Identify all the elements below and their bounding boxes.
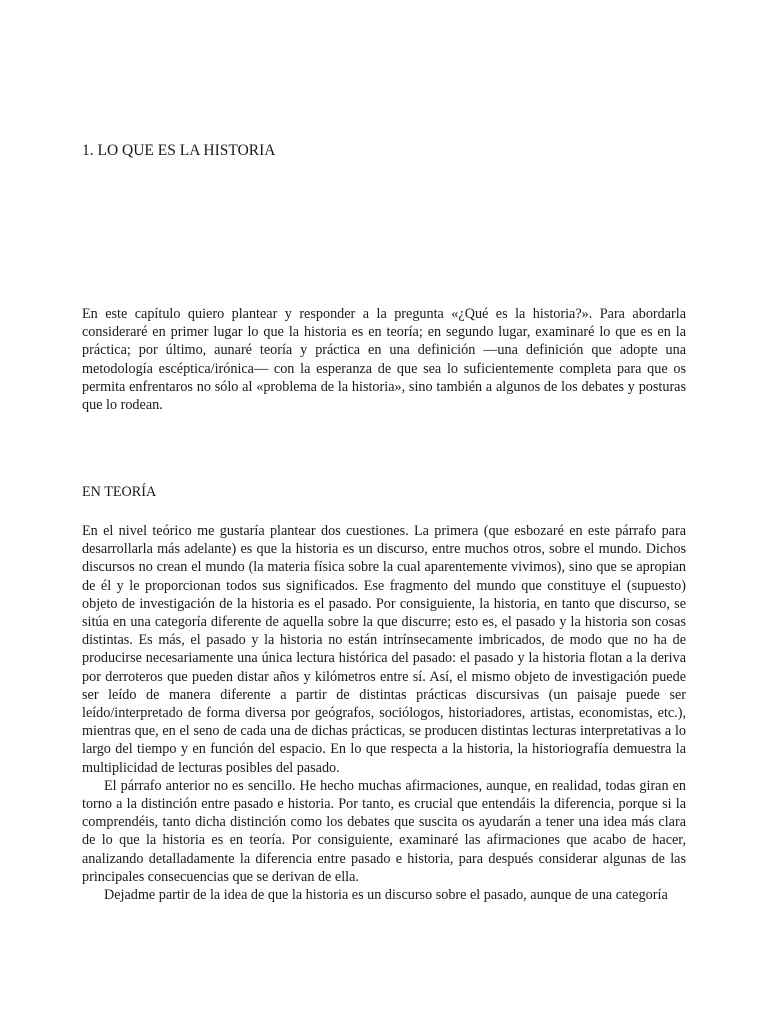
chapter-title: 1. LO QUE ES LA HISTORIA (82, 142, 276, 159)
section-body (82, 522, 686, 904)
body-paragraph: En el nivel teórico me gustaría plantear dos cuestiones. La primera (que esbozaré en este párrafo para desarrollarla más adelante) es que la historia es un discurso, entre muchos otros, sobre el mundo. Dichos discursos no crean el mundo (la materia física sobre la cual aparentemente vivimos), sino que se apropian de él y le proporcionan todos sus significados. Ese fragmento del mundo que constituye el (supuesto) objeto de investigación de la historia es el pasado. Por consiguiente, la historia, en tanto que discurso, se sitúa en una categoría diferente de aquella sobre la que discurre; esto es, el pasado y la historia son cosas distintas. Es más, el pasado y la historia no están intrínsecamente imbricados, de modo que no ha de producirse necesariamente una única lectura histórica del pasado: el pasado y la historia flotan a la deriva por derroteros que pueden distar años y kilómetros entre sí. Así, el mismo objeto de investigación puede ser leído de manera diferente a partir de distintas prácticas discursivas (un paisaje puede ser leído/interpretado de forma diversa por geógrafos, sociólogos, historiadores, artistas, economistas, etc.), mientras que, en el seno de cada una de dichas prácticas, se producen distintas lecturas interpretativas a lo largo del tiempo y en función del espacio. En lo que respecta a la historia, la historiografía demuestra la multiplicidad de lecturas posibles del pasado. (82, 523, 686, 776)
intro-paragraph: En este capítulo quiero plantear y responder a la pregunta «¿Qué es la historia?». Para abordarla consideraré en primer lugar lo que la historia es en teoría; en segundo lugar, examinaré lo que es en la práctica; por último, aunaré teoría y práctica en una definición —una definición que adopte una metodología escéptica/irónica— con la esperanza de que sea lo suficientemente completa para que os permita enfrentaros no sólo al «problema de la historia», sino también a algunos de los debates y posturas que lo rodean. (82, 306, 686, 414)
body-paragraph: Dejadme partir de la idea de que la historia es un discurso sobre el pasado, aunque de una categoría (104, 887, 668, 904)
body-paragraph: El párrafo anterior no es sencillo. He hecho muchas afirmaciones, aunque, en realidad, todas giran en torno a la distinción entre pasado e historia. Por tanto, es crucial que entendáis la diferencia, porque si la comprendéis, tanto dicha distinción como los debates que suscita os ayudarán a tener una idea más clara de lo que la historia es en teoría. Por consiguiente, examinaré las afirmaciones que acabo de hacer, analizando detalladamente la diferencia entre pasado e historia, para después considerar algunas de las principales consecuencias que se derivan de ella. (82, 777, 686, 885)
section-title: EN TEORÍA (82, 484, 157, 500)
